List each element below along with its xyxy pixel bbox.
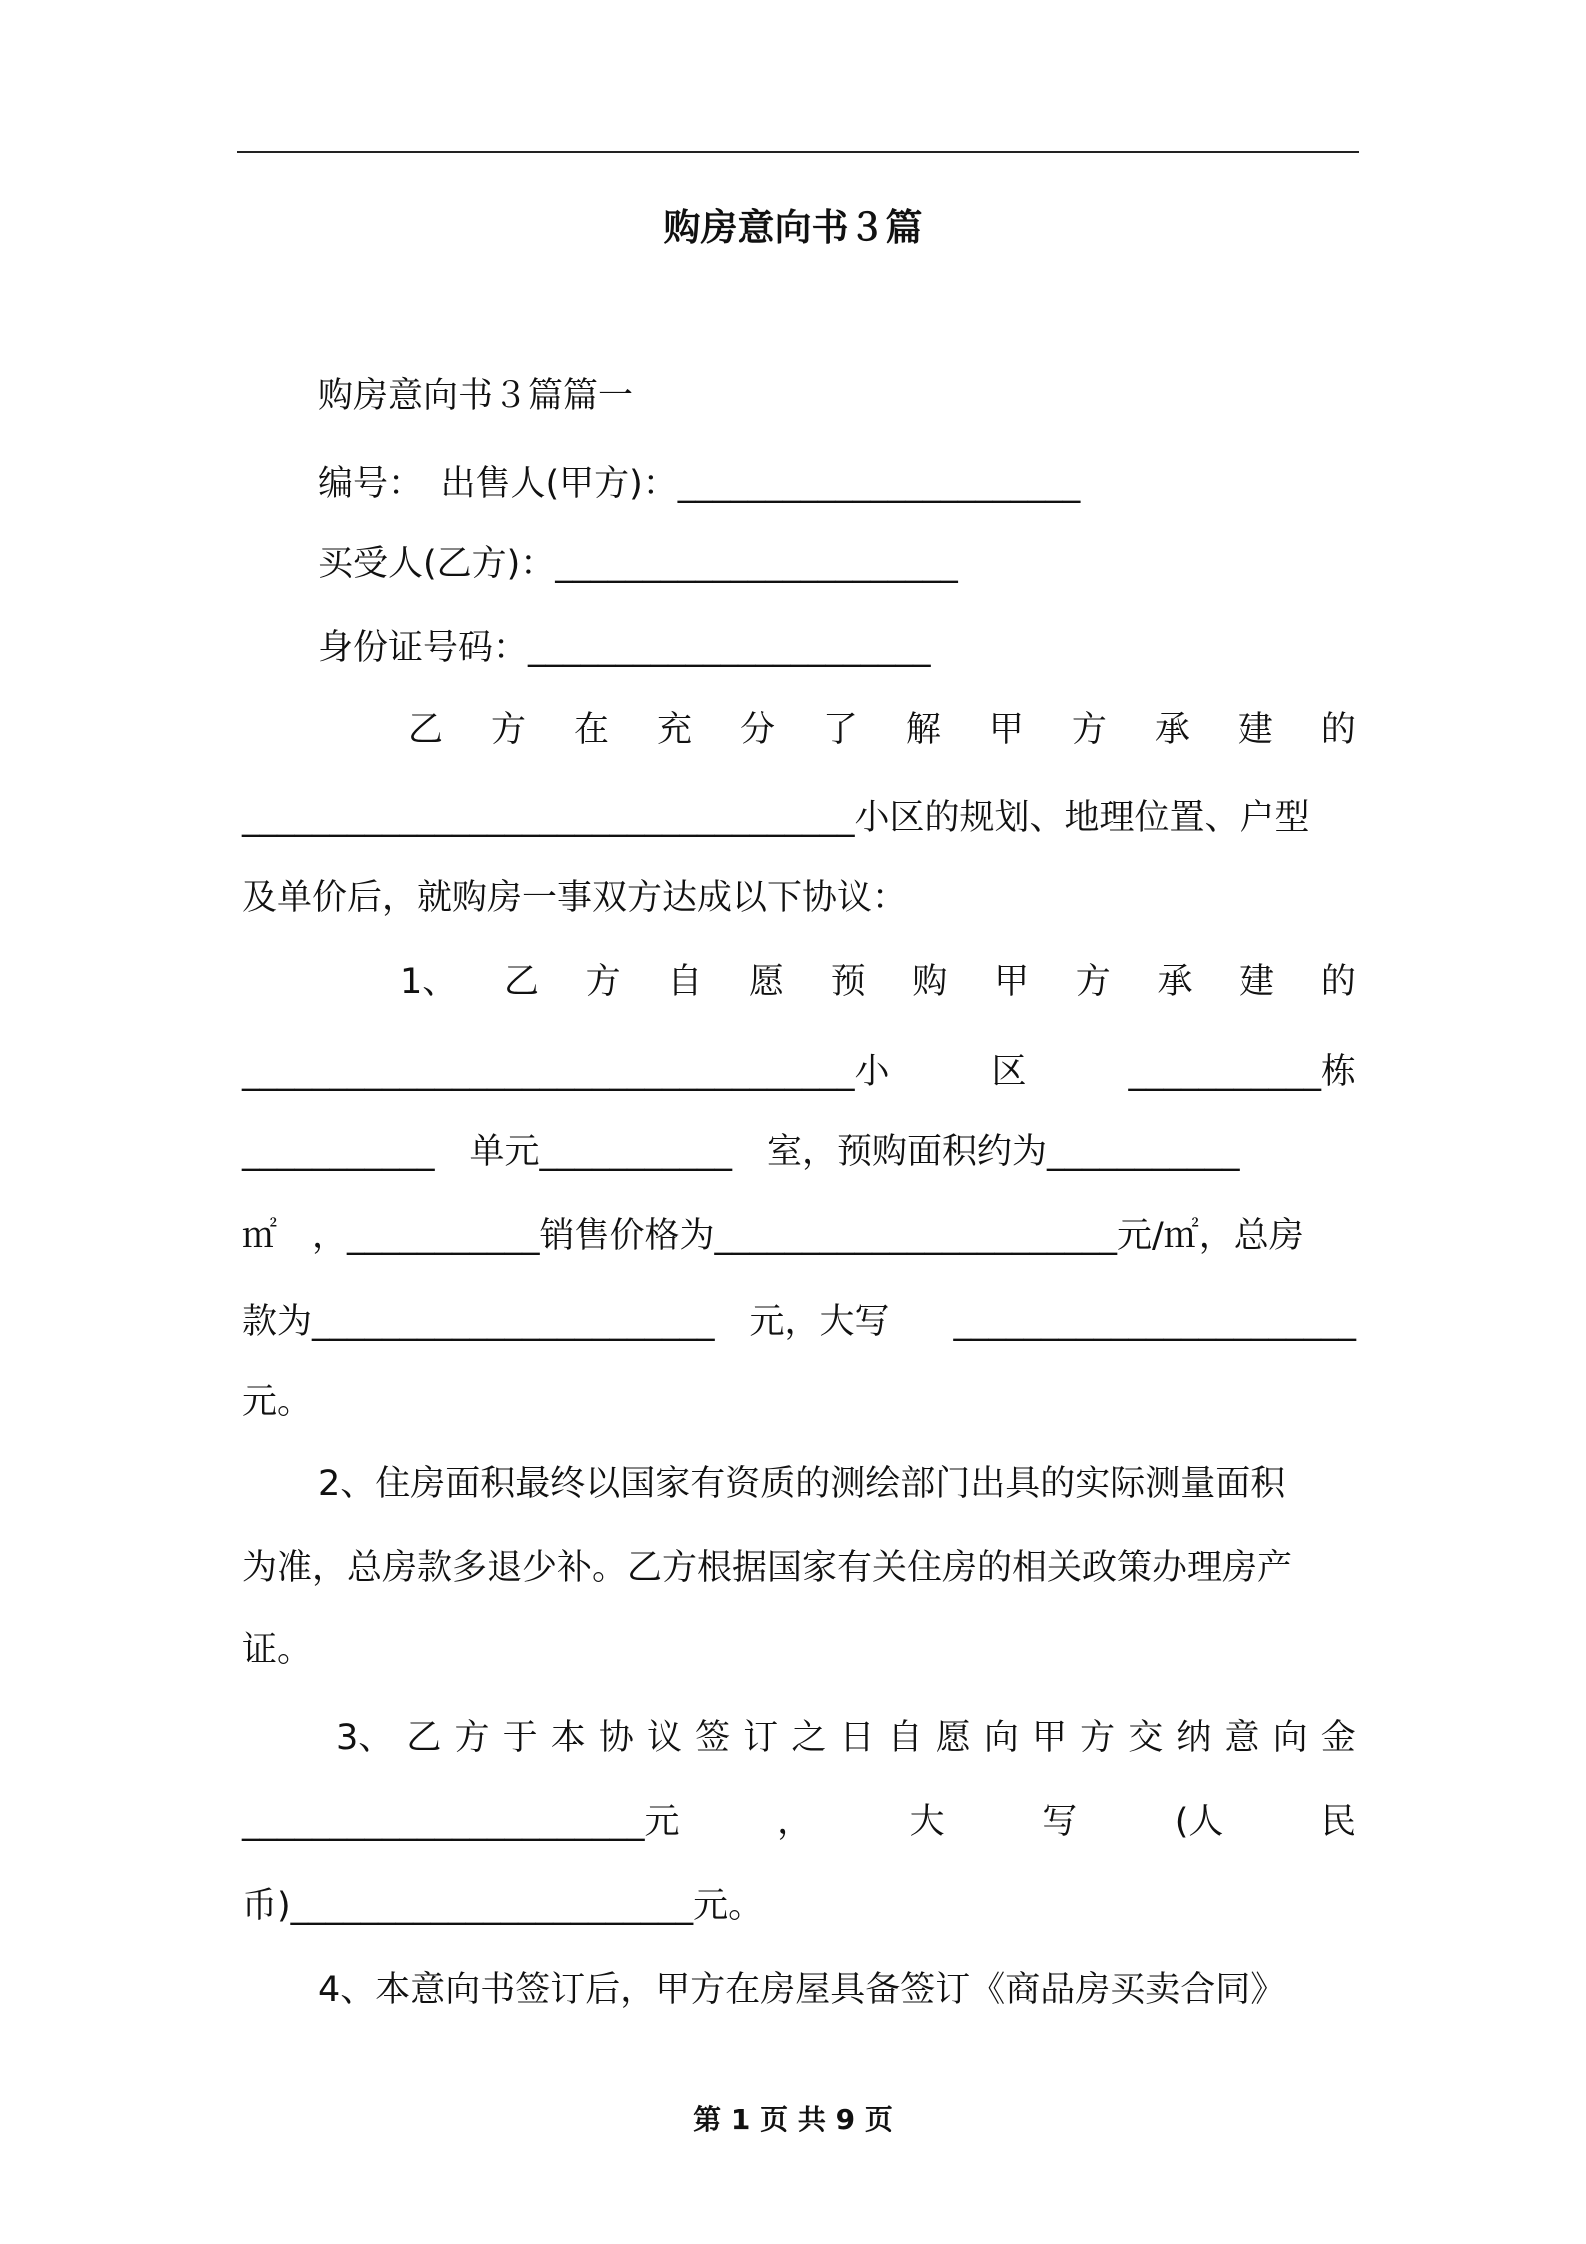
item3-char: 甲 xyxy=(1032,1718,1068,1758)
item1-char: 自 xyxy=(667,962,703,1002)
item4-line-1: 4、本意向书签订后，甲方在房屋具备签订《商品房买卖合同》 xyxy=(318,1970,1286,2010)
item3-line-1 xyxy=(336,1716,1356,1760)
item2-line-1: 2、住房面积最终以国家有资质的测绘部门出具的实际测量面积 xyxy=(318,1464,1286,1504)
item3-char: 愿 xyxy=(935,1718,971,1758)
id-number-line: 身份证号码：_______________________ xyxy=(318,628,931,668)
item1-char: 承 xyxy=(1157,962,1193,1002)
intro-char: 方 xyxy=(1071,710,1107,750)
item2-line-3: 证。 xyxy=(242,1630,313,1670)
item1-segment: _______________________ xyxy=(953,1302,1356,1342)
item1-char: 愿 xyxy=(749,962,785,1002)
document-title: 购房意向书３篇 xyxy=(663,206,923,249)
item3-char: 之 xyxy=(791,1718,827,1758)
intro-char: 在 xyxy=(573,710,609,750)
intro-char: 甲 xyxy=(988,710,1024,750)
item1-char: 1、 xyxy=(400,962,458,1002)
intro-char: 分 xyxy=(739,710,775,750)
item3-segment: (人 xyxy=(1174,1802,1224,1842)
header-rule xyxy=(237,151,1359,153)
intro-char: 解 xyxy=(905,710,941,750)
item1-line-1 xyxy=(400,960,1356,1004)
item3-char: 议 xyxy=(647,1718,683,1758)
item1-char: 方 xyxy=(585,962,621,1002)
item3-char: 签 xyxy=(695,1718,731,1758)
item1-char: 购 xyxy=(912,962,948,1002)
item3-char: 订 xyxy=(743,1718,779,1758)
intro-char: 承 xyxy=(1154,710,1190,750)
item3-segment: 写 xyxy=(1042,1802,1078,1842)
item3-char: 金 xyxy=(1320,1718,1356,1758)
item1-line-3: ___________ 单元___________ 室，预购面积约为___________ xyxy=(242,1132,1240,1172)
item1-char: 建 xyxy=(1239,962,1275,1002)
item1-segment: 区 xyxy=(991,1052,1027,1092)
item1-segment: ___________________________________小 xyxy=(242,1052,890,1092)
item3-char: 方 xyxy=(454,1718,490,1758)
item3-char: 本 xyxy=(550,1718,586,1758)
item3-char: 意 xyxy=(1224,1718,1260,1758)
page-footer: 第 1 页 共 9 页 xyxy=(693,2103,893,2136)
intro-char: 方 xyxy=(490,710,526,750)
item3-char: 交 xyxy=(1128,1718,1164,1758)
item3-segment: _______________________元 xyxy=(242,1802,680,1842)
item1-line-6: 元。 xyxy=(242,1382,313,1422)
item3-char: 向 xyxy=(1272,1718,1308,1758)
intro-char: 的 xyxy=(1320,710,1356,750)
item2-line-2: 为准，总房款多退少补。乙方根据国家有关住房的相关政策办理房产 xyxy=(242,1548,1293,1588)
intro-line-1 xyxy=(408,708,1356,752)
item1-line-4: ㎡ ，___________销售价格为_______________________元/㎡，总房 xyxy=(242,1216,1304,1256)
item1-line-5 xyxy=(242,1300,1356,1344)
item3-char: 乙 xyxy=(406,1718,442,1758)
item3-char: 纳 xyxy=(1176,1718,1212,1758)
item3-line-2 xyxy=(242,1800,1356,1844)
intro-char: 了 xyxy=(822,710,858,750)
item1-char: 预 xyxy=(830,962,866,1002)
item3-char: 自 xyxy=(887,1718,923,1758)
item3-char: 日 xyxy=(839,1718,875,1758)
item3-line-3: 币)_______________________元。 xyxy=(242,1886,764,1926)
item1-char: 方 xyxy=(1075,962,1111,1002)
item3-segment: 大 xyxy=(909,1802,945,1842)
intro-line-2: ___________________________________小区的规划、地理位置、户型 xyxy=(242,798,1310,838)
intro-line-3: 及单价后，就购房一事双方达成以下协议： xyxy=(242,878,908,918)
item1-segment: 款为_______________________ 元，大写 xyxy=(242,1302,890,1342)
intro-char: 建 xyxy=(1237,710,1273,750)
item3-char: 3、 xyxy=(336,1718,394,1758)
item3-segment: 民 xyxy=(1320,1802,1356,1842)
item3-segment: ， xyxy=(777,1802,813,1842)
item3-char: 于 xyxy=(502,1718,538,1758)
item3-char: 协 xyxy=(598,1718,634,1758)
intro-char: 充 xyxy=(656,710,692,750)
buyer-line: 买受人(乙方)：_______________________ xyxy=(318,544,958,584)
item1-char: 甲 xyxy=(994,962,1030,1002)
item1-segment: ___________栋 xyxy=(1128,1052,1356,1092)
item3-char: 方 xyxy=(1080,1718,1116,1758)
item1-char: 乙 xyxy=(503,962,539,1002)
intro-char: 乙 xyxy=(408,710,444,750)
section-title: 购房意向书３篇篇一 xyxy=(318,376,634,416)
item1-line-2 xyxy=(242,1050,1356,1094)
seller-line: 编号： 出售人(甲方)：_______________________ xyxy=(318,464,1081,504)
item3-char: 向 xyxy=(983,1718,1019,1758)
item1-char: 的 xyxy=(1320,962,1356,1002)
